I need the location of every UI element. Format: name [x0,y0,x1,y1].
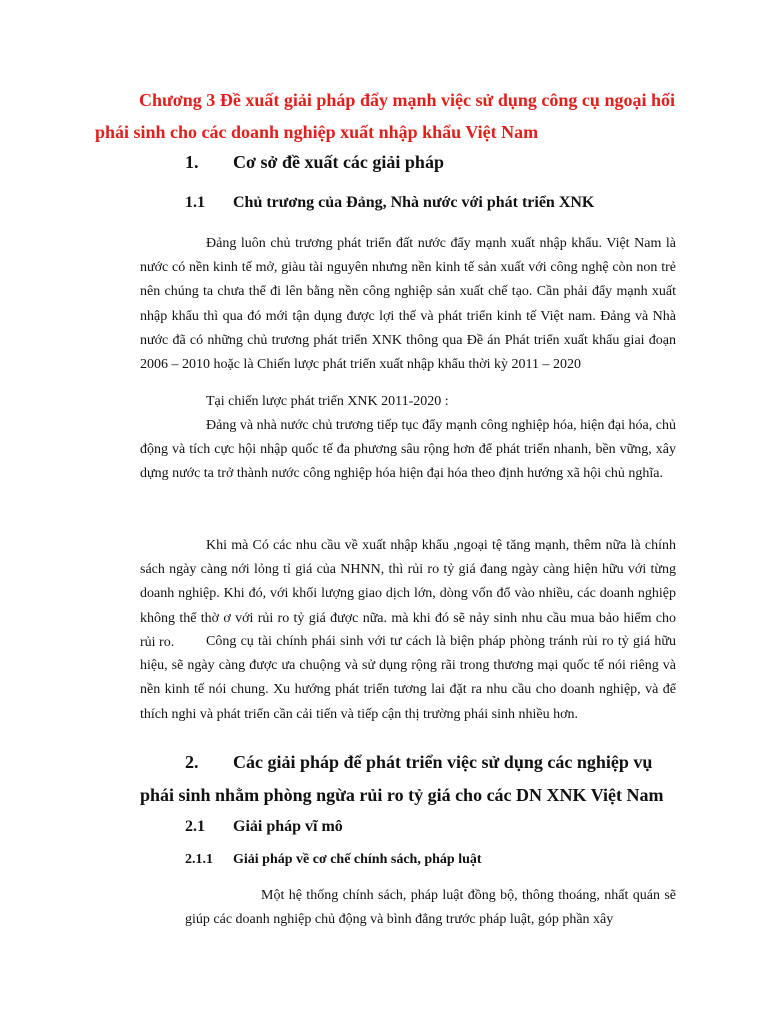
section-2-1-number: 2.1 [185,818,205,835]
section-2-1-1-title: Giải pháp về cơ chế chính sách, pháp luật [233,852,482,867]
section-2-title: Các giải pháp để phát triển việc sử dụng các nghiệp vụ phái sinh nhằm phòng ngừa rủi ro tỷ giá cho các DN XNK Việt Nam [140,752,664,805]
paragraph: Công cụ tài chính phái sinh với tư cách là biện pháp phòng tránh rủi ro tỷ giá hữu hiệu, sẽ ngày càng được ưa chuộng và sử dụng rộng rãi trong thương mại quốc tế nói riêng và nền kinh tế nói chung. Xu hướng phát triển tương lai đặt ra nhu cầu cho doanh nghiệp, và để thích nghi và phát triển cần cải tiến và tiếp cận thị trường phái sinh nhiều hơn. [140,634,676,722]
section-1-title: Cơ sở đề xuất các giải pháp [233,152,444,172]
section-2-1-title: Giải pháp vĩ mô [233,818,343,835]
section-2-number: 2. [185,752,199,772]
paragraph: Một hệ thống chính sách, pháp luật đồng bộ, thông thoáng, nhất quán sẽ giúp các doanh nghiệp chủ động và bình đẳng trước pháp luật, góp phần xây [185,888,676,928]
paragraph: Khi mà Có các nhu cầu về xuất nhập khẩu ,ngoại tệ tăng mạnh, thêm nữa là chính sách ngày càng nới lỏng tỉ giá của NHNN, thì rủi ro tỷ giá đang ngày càng hiện hữu với từng doanh nghiệp. Khi đó, với khối lượng giao dịch lớn, dòng vốn đổ vào nhiều, các doanh nghiệp không thể thờ ơ với rủi ro tỷ giá được nữa. mà khi đó sẽ nảy sinh nhu cầu mua bảo hiểm cho rủi ro. [140,538,676,650]
section-2-1-1-number: 2.1.1 [185,852,213,867]
paragraph: Đảng luôn chủ trương phát triển đất nước đẩy mạnh xuất nhập khẩu. Việt Nam là nước có nền kinh tế mở, giàu tài nguyên nhưng nền kinh tế sản xuất với công nghệ còn non trẻ nên chúng ta chưa thể đi lên bằng nền công nghiệp sản xuất chế tạo. Cần phải đẩy mạnh xuất nhập khẩu thì qua đó mới tận dụng được lợi thế và phát triển kinh tế Việt nam. Đảng và Nhà nước đã có những chủ trương phát triển XNK thông qua Đề án Phát triển xuất khẩu giai đoạn 2006 – 2010 hoặc là Chiến lược phát triển xuất nhập khẩu thời kỳ 2011 – 2020 [140,236,676,373]
section-1-1-heading [185,194,594,212]
section-1-1-number: 1.1 [185,194,205,211]
section-1-heading [185,152,444,173]
section-2-1-1-heading [185,852,482,868]
section-2-1-heading [185,818,343,836]
section-2-heading [140,746,676,812]
section-1-1-title: Chủ trương của Đảng, Nhà nước với phát triển XNK [233,194,595,211]
chapter-title: Chương 3 Đề xuất giải pháp đẩy mạnh việc sử dụng công cụ ngoại hối phái sinh cho các doanh nghiệp xuất nhập khẩu Việt Nam [95,90,675,142]
paragraph: Đảng và nhà nước chủ trương tiếp tục đẩy mạnh công nghiệp hóa, hiện đại hóa, chủ động và tích cực hội nhập quốc tế đa phương sâu rộng hơn để phát triển nhanh, bền vững, xây dựng nước ta trở thành nước công nghiệp hóa hiện đại hóa theo định hướng xã hội chủ nghĩa. [140,418,676,482]
section-1-number: 1. [185,152,199,172]
paragraph: Tại chiến lược phát triển XNK 2011-2020 : [206,394,449,409]
